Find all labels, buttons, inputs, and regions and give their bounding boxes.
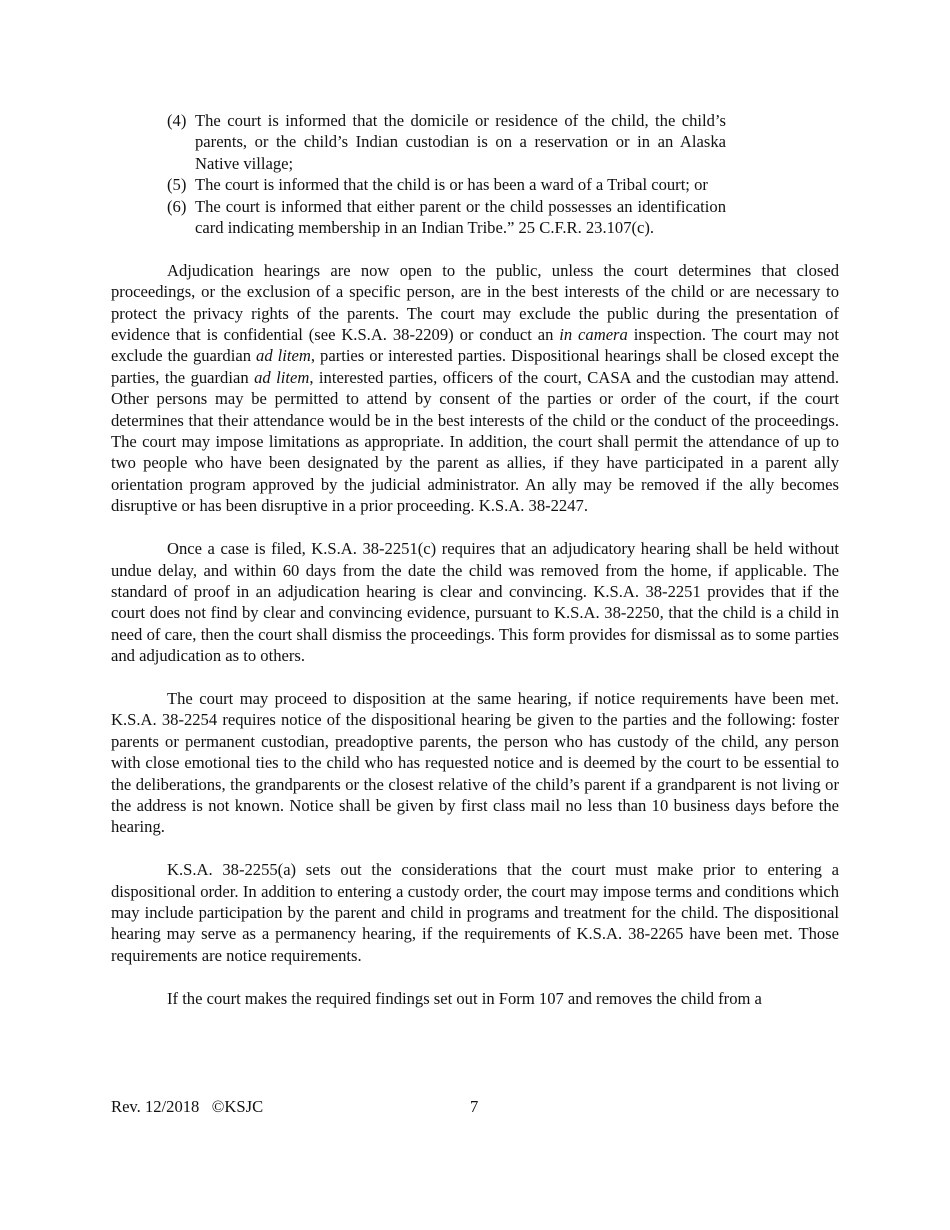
paragraph-text: , parties or interested parties. Dispositional hearings shall be closed except the parties, the guardian <box>111 346 839 387</box>
list-number: (5) <box>167 175 187 195</box>
list-item <box>167 196 726 239</box>
paragraph-required-findings: If the court makes the required findings set out in Form 107 and removes the child from a <box>167 988 762 1008</box>
document-body <box>111 110 839 1009</box>
italic-term: ad litem <box>256 346 311 366</box>
list-item <box>167 174 726 195</box>
paragraph-text: inspection. The court may not exclude the guardian <box>111 325 839 366</box>
list-text: The court is informed that the child is or has been a ward of a Tribal court; or <box>195 175 708 195</box>
paragraph-dispositional-order: K.S.A. 38-2255(a) sets out the considerations that the court must make prior to entering a dispositional order. In addition to entering a custody order, the court may impose terms and conditions which may include participation by the parent and child in programs and treatment for the child. The dispositional hearing may serve as a permanency hearing, if the requirements of K.S.A. 38-2265 have been met. Those requirements are notice requirements. <box>111 860 839 965</box>
revision-label: Rev. 12/2018 ©KSJC <box>111 1097 264 1116</box>
italic-term: ad litem <box>254 367 310 387</box>
list-item <box>167 110 726 174</box>
paragraph-disposition: The court may proceed to disposition at the same hearing, if notice requirements have been met. K.S.A. 38-2254 requires notice of the dispositional hearing be given to the parties and the following: foster parents or permanent custodian, preadoptive parents, the person who has custody of the child, any person with close emotional ties to the child who has requested notice and is deemed by the court to be essential to the deliberations, the grandparents or the closest relative of the child’s parent if a grandparent is not living or the address is not known. Notice shall be given by first class mail no less than 10 business days before the hearing. <box>111 688 839 837</box>
paragraph-adjudication-hearings <box>111 260 839 517</box>
list-number: (6) <box>167 196 187 216</box>
page-number: 7 <box>470 1097 479 1116</box>
list-text: The court is informed that either parent or the child possesses an identification card indicating membership in an Indian Tribe.” 25 C.F.R. 23.107(c). <box>195 196 726 238</box>
list-text: The court is informed that the domicile or residence of the child, the child’s parents, or the child’s Indian custodian is on a reservation or in an Alaska Native village; <box>195 111 726 173</box>
paragraph-case-filed: Once a case is filed, K.S.A. 38-2251(c) requires that an adjudicatory hearing shall be held without undue delay, and within 60 days from the date the child was removed from the home, if applicable. The standard of proof in an adjudication hearing is clear and convincing. K.S.A. 38-2251 provides that if the court does not find by clear and convincing evidence, pursuant to K.S.A. 38-2250, that the child is a child in need of care, then the court shall dismiss the proceedings. This form provides for dismissal as to some parties and adjudication as to others. <box>111 539 839 666</box>
criteria-list <box>167 110 726 238</box>
paragraph-text: , interested parties, officers of the court, CASA and the custodian may attend. Other persons may be permitted to attend by consent of the parties or order of the court, if the court determines that their attendance would be in the best interests of the child or the conduct of the proceedings. The court may impose limitations as appropriate. In addition, the court shall permit the attendance of up to two people who have been designated by the parent as allies, if they have participated in a parent ally orientation program approved by the judicial administrator. An ally may be removed if the ally becomes disruptive or has been disruptive in a prior proceeding. K.S.A. 38-2247. <box>111 367 840 516</box>
list-number: (4) <box>167 111 187 130</box>
italic-term: in camera <box>559 325 628 345</box>
paragraph-text: Adjudication hearings are now open to the public, unless the court determines that closed proceedings, or the exclusion of a specific person, are in the best interests of the child or are necessary to protect the privacy rights of the parents. The court may exclude the public during the presentation of evidence that is confidential (see K.S.A. 38-2209) or conduct an <box>111 260 839 345</box>
